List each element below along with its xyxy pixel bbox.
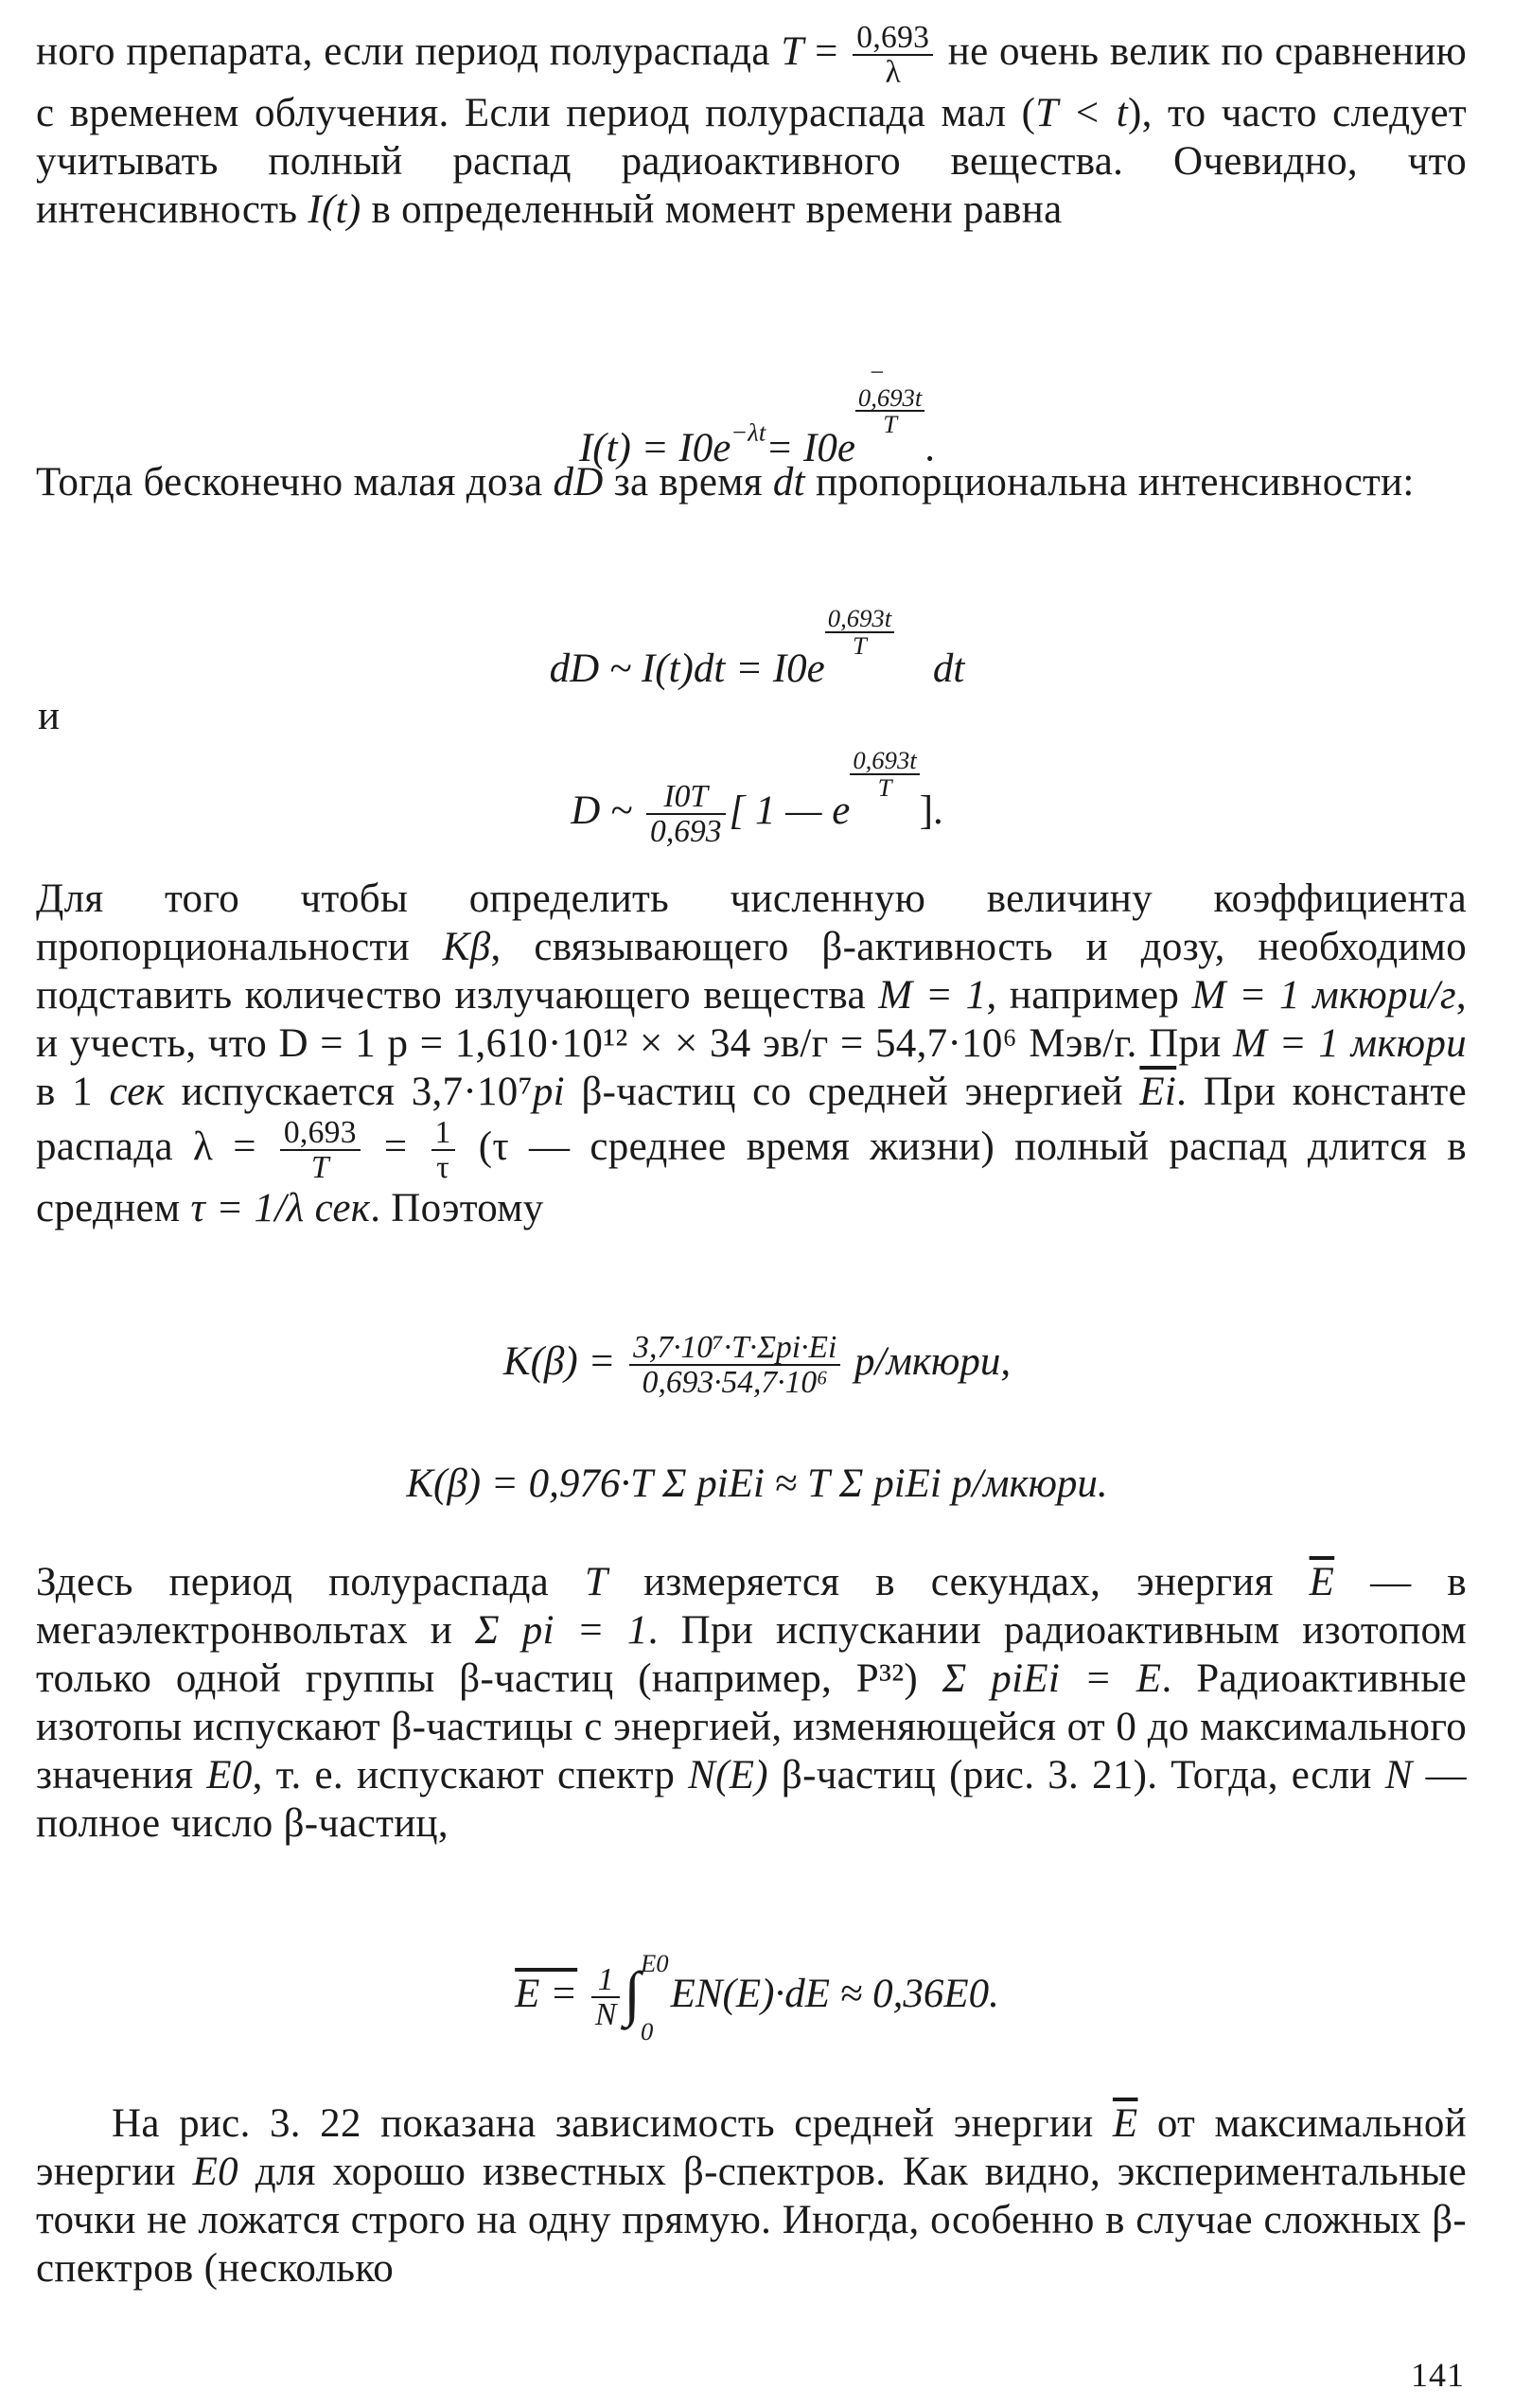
- expression: M = 1 мкюри: [1233, 1021, 1467, 1066]
- expression: Σ pi = 1: [474, 1608, 648, 1653]
- formula-part: K(β) = 0,976·T Σ piEi ≈ T Σ piEi р/мкюри.: [406, 1461, 1108, 1506]
- text-span: . При испускании радиоактивным изотопом только одной группы β-частиц (например, P³²): [36, 1608, 1467, 1701]
- paragraph-1: [36, 21, 1467, 234]
- symbol-p-i: pi: [532, 1070, 565, 1114]
- exponent-denominator: T: [883, 410, 898, 439]
- fraction-denominator: τ: [436, 1150, 449, 1186]
- symbol-intensity: I(t): [308, 187, 361, 233]
- symbol-E0: E0: [206, 1753, 253, 1797]
- text-span: . Радиоактивные изотопы испускают β-частицы с энергией, изменяющейся от 0 до максимального значения: [36, 1656, 1467, 1797]
- exponent-fraction: [825, 606, 894, 658]
- symbol-lambda: λ: [192, 1124, 214, 1170]
- text-span: испускается 3,7·10⁷: [181, 1070, 533, 1114]
- unit: сек: [109, 1070, 166, 1114]
- exponent-fraction: [850, 748, 919, 800]
- text-span: β-частиц (рис. 3. 21). Тогда, если: [781, 1753, 1372, 1797]
- symbol-dt: dt: [772, 460, 805, 505]
- symbol-E0: E0: [192, 2150, 238, 2194]
- formula-part: I(t) = I0e: [578, 425, 731, 470]
- text-span: не очень велик по сравнению с временем облучения. Если период полураспада мал (: [36, 29, 1467, 136]
- integral-lower-limit: 0: [640, 2017, 654, 2045]
- fraction-numerator: 0,693: [280, 1116, 361, 1151]
- paragraph-5: [36, 2099, 1467, 2293]
- fraction-denominator: 0,693·54,7·10⁶: [642, 1365, 828, 1401]
- fraction-numerator: 3,7·10⁷·T·Σpi·Ei: [629, 1331, 840, 1366]
- text-span: измеряется в секундах, энергия: [643, 1560, 1274, 1604]
- formula-part: = I0e: [766, 425, 855, 470]
- integral-limits: [641, 1950, 669, 2045]
- formula-part: dt: [932, 646, 965, 691]
- exponent: −λt: [731, 417, 766, 447]
- text-span: (τ — среднее время жизни) полный распад длится в среднем: [36, 1124, 1467, 1231]
- fraction-numerator: 0,693: [853, 21, 933, 56]
- symbol-T: T: [584, 1560, 608, 1604]
- text-span: , и учесть, что: [36, 973, 1467, 1066]
- fraction-numerator: 1: [431, 1116, 455, 1151]
- formula-dose-differential: [0, 606, 1514, 693]
- symbol-N-E: N(E): [688, 1753, 768, 1797]
- symbol-N: N: [1384, 1753, 1413, 1797]
- exponent-numerator: 0,693t: [855, 385, 924, 413]
- fraction: [431, 1116, 455, 1184]
- equals-sign: =: [815, 29, 838, 75]
- fraction: [280, 1116, 361, 1184]
- symbol-mean-E: $\overline{E}$: [1309, 1560, 1335, 1604]
- formula-part: EN(E)·dE ≈ 0,36E0.: [670, 1971, 999, 2016]
- text-span: . Поэтому: [370, 1186, 544, 1231]
- text-span: — в мегаэлектронвольтах и: [36, 1560, 1467, 1653]
- expression: M = 1: [878, 973, 987, 1018]
- text-span: Здесь период полураспада: [36, 1560, 550, 1604]
- fraction: [853, 21, 933, 89]
- exponent-numerator: 0,693t: [850, 748, 919, 775]
- expression: Σ piEi = E: [942, 1656, 1162, 1701]
- fraction-denominator: T: [310, 1150, 329, 1186]
- equals-sign: =: [383, 1124, 408, 1170]
- formula-part: D ~: [571, 788, 633, 833]
- formula-part: .: [924, 425, 936, 470]
- text-span: от максимальной энергии: [36, 2101, 1467, 2194]
- formula-unit: р/мкюри,: [854, 1339, 1012, 1385]
- formula-part: K(β) =: [502, 1339, 616, 1385]
- text-span: для хорошо известных β-спектров. Как видно, экспериментальные точки не ложатся строго на одну прямую. Иногда, особенно в случае сложных β-спектров (несколько: [36, 2150, 1467, 2291]
- fraction: [646, 780, 725, 848]
- expression: M = 1 мкюри/г: [1191, 973, 1456, 1018]
- exponent-denominator: T: [853, 630, 867, 660]
- symbol-K-beta: Kβ: [442, 925, 491, 969]
- symbol-T: T: [781, 29, 804, 75]
- text-span: , связывающего β-активность и дозу, необходимо подставить количество излучающего вещества: [36, 925, 1467, 1018]
- integral-upper-limit: E0: [640, 1949, 669, 1977]
- text-span: Тогда бесконечно малая доза: [36, 460, 543, 505]
- formula-k-beta-definition: [0, 1331, 1514, 1399]
- text-span: , например: [986, 973, 1180, 1018]
- fraction-denominator: 0,693: [650, 814, 722, 850]
- exponent-numerator: 0,693t: [825, 606, 894, 633]
- fraction: [629, 1331, 840, 1399]
- text-span: Для того чтобы определить численную величину коэффициента пропорциональности: [36, 876, 1467, 969]
- text-span: . При константе распада: [36, 1070, 1467, 1170]
- page-number: 141: [1411, 2356, 1465, 2394]
- formula-mean-energy: [0, 1950, 1514, 2045]
- paragraph-2: [36, 458, 1467, 506]
- text-span: β-частиц со средней энергией: [581, 1070, 1123, 1114]
- equals-sign: =: [233, 1124, 256, 1170]
- text-span: пропорциональна интенсивности:: [815, 460, 1415, 505]
- fraction: [591, 1963, 620, 2031]
- integral-sign: ∫: [624, 1959, 641, 2027]
- formula-part: [ 1 — e: [729, 788, 851, 833]
- exponent-denominator: T: [877, 772, 892, 802]
- symbol-dD: dD: [553, 460, 604, 505]
- formula-part: E =: [515, 1971, 578, 2016]
- fraction-numerator: 1: [591, 1963, 620, 1998]
- formula-part: dD ~ I(t)dt = I0e: [549, 646, 825, 691]
- symbol-mean-E: $\overline{E}$: [1112, 2101, 1138, 2146]
- expression: D = 1 р = 1,610·10¹² × × 34 эв/г = 54,7·10⁶ Мэв/г: [278, 1021, 1127, 1066]
- text-span: ного препарата, если период полураспада: [36, 29, 770, 75]
- fraction-denominator: λ: [885, 55, 902, 91]
- formula-dose: [0, 748, 1514, 848]
- text-span: , т. е. испускают спектр: [252, 1753, 676, 1797]
- text-span: На рис. 3. 22 показана зависимость средней энергии: [112, 2101, 1094, 2146]
- paragraph-4: [36, 1558, 1467, 1848]
- formula-part: ].: [919, 788, 943, 833]
- exponent-fraction: − 0,693t T: [855, 360, 924, 437]
- condition: T < t: [1035, 91, 1129, 136]
- text-span: — полное число β-частиц,: [36, 1753, 1467, 1846]
- conjunction: и: [38, 694, 61, 738]
- text-span: в 1: [36, 1070, 93, 1114]
- text-span: за время: [613, 460, 763, 505]
- text-span: . При: [1126, 1021, 1222, 1066]
- formula-intensity: [0, 360, 1514, 472]
- paragraph-3: [36, 875, 1467, 1232]
- text-span: в определенный момент времени равна: [371, 187, 1063, 233]
- fraction-numerator: I0T: [646, 780, 725, 815]
- text-span: ), то часто следует учитывать полный распад радиоактивного вещества. Очевидно, что интенсивность: [36, 91, 1467, 233]
- formula-k-beta-approx: [0, 1460, 1514, 1508]
- fraction-denominator: N: [594, 1997, 617, 2032]
- expression: τ = 1/λ сек: [190, 1186, 371, 1231]
- symbol-mean-E-i: $\overline{Ei}$: [1139, 1070, 1177, 1114]
